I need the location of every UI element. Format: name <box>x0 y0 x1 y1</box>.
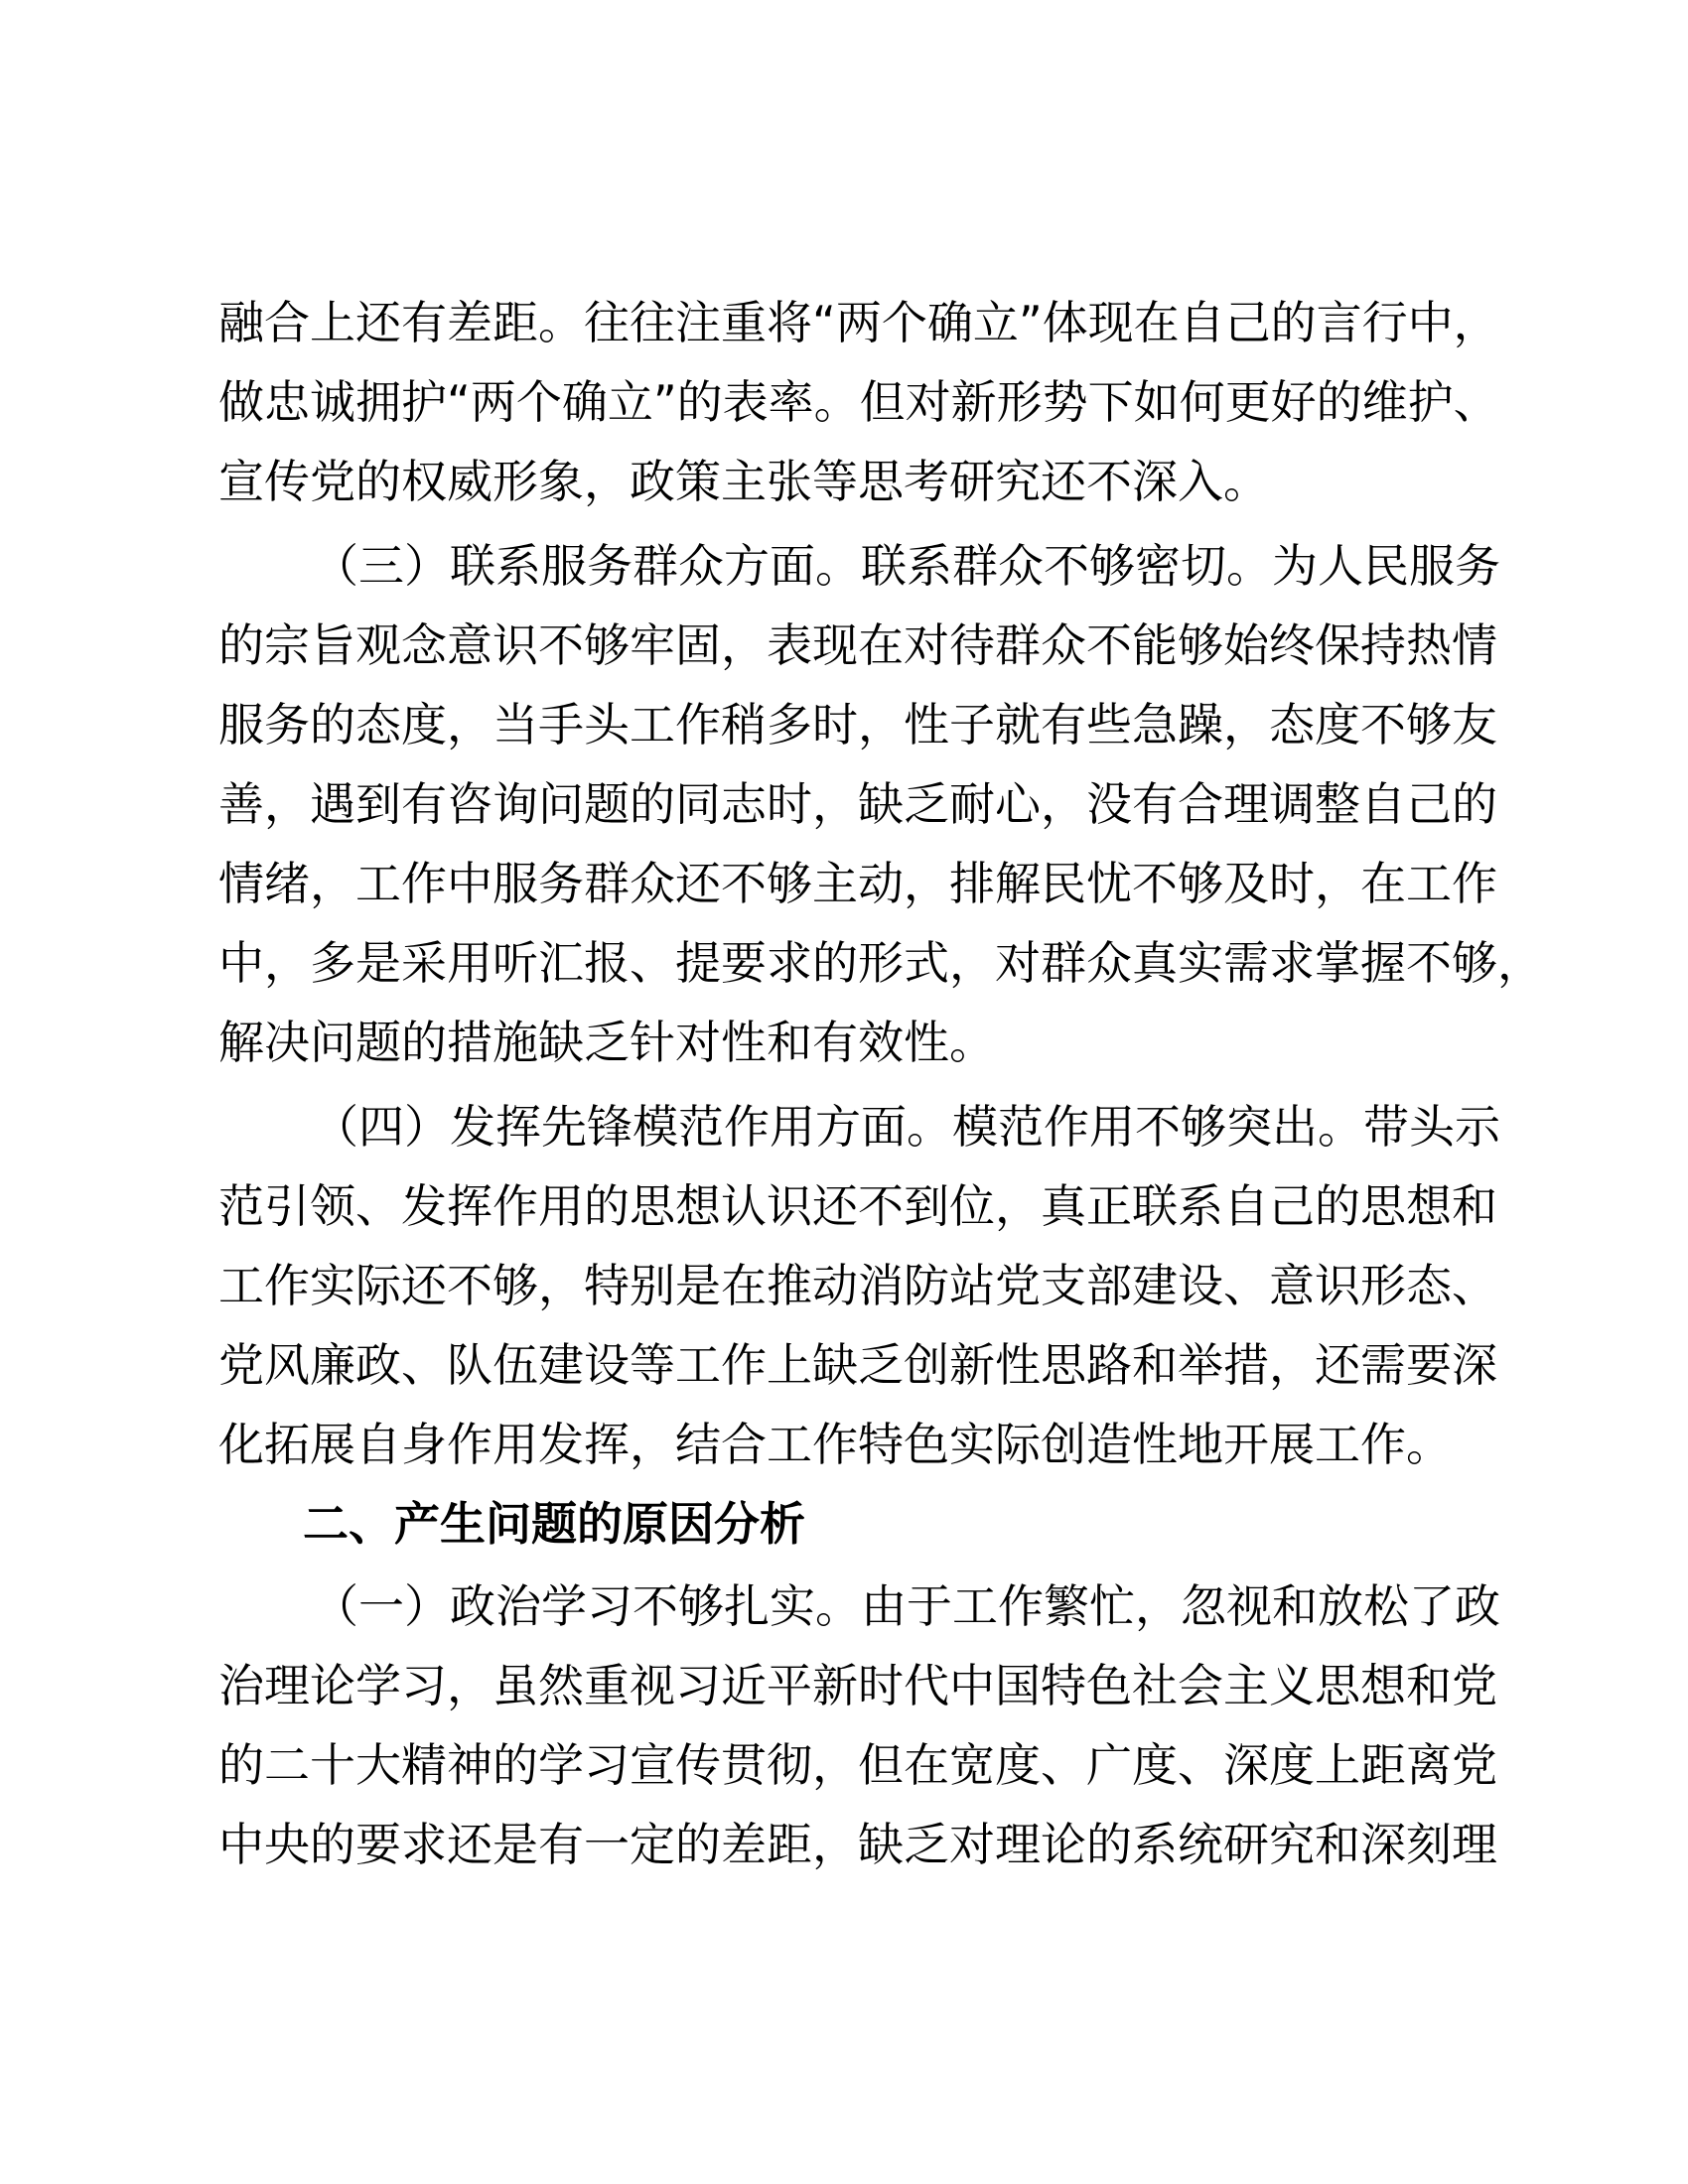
paragraph-start-line: （四）发挥先锋模范作用方面。模范作用不够突出。带头示 <box>313 1100 1500 1154</box>
text-line: 中，多是采用听汇报、提要求的形式，对群众真实需求掌握不够， <box>218 936 1543 990</box>
text-line: 解决问题的措施缺乏针对性和有效性。 <box>218 1016 995 1069</box>
text-line: 宣传党的权威形象，政策主张等思考研究还不深入。 <box>218 455 1269 508</box>
text-line: 党风廉政、队伍建设等工作上缺乏创新性思路和举措，还需要深 <box>218 1338 1497 1392</box>
text-line: 做忠诚拥护“两个确立”的表率。但对新形势下如何更好的维护、 <box>218 375 1499 429</box>
section-heading: 二、产生问题的原因分析 <box>303 1497 805 1551</box>
text-line: 善，遇到有咨询问题的同志时，缺乏耐心，没有合理调整自己的 <box>218 777 1497 831</box>
text-line: 融合上还有差距。往往注重将“两个确立”体现在自己的言行中， <box>218 296 1499 349</box>
paragraph-start-line: （一）政治学习不够扎实。由于工作繁忙，忽视和放松了政 <box>313 1579 1500 1633</box>
text-line: 中央的要求还是有一定的差距，缺乏对理论的系统研究和深刻理 <box>218 1818 1497 1871</box>
paragraph-start-line: （三）联系服务群众方面。联系群众不够密切。为人民服务 <box>313 539 1500 593</box>
text-line: 的宗旨观念意识不够牢固，表现在对待群众不能够始终保持热情 <box>218 618 1497 672</box>
text-line: 情绪，工作中服务群众还不够主动，排解民忧不够及时，在工作 <box>218 857 1497 910</box>
text-line: 的二十大精神的学习宣传贯彻，但在宽度、广度、深度上距离党 <box>218 1738 1497 1792</box>
text-line: 服务的态度，当手头工作稍多时，性子就有些急躁，态度不够友 <box>218 698 1497 751</box>
text-line: 治理论学习，虽然重视习近平新时代中国特色社会主义思想和党 <box>218 1659 1497 1712</box>
text-line: 工作实际还不够，特别是在推动消防站党支部建设、意识形态、 <box>218 1259 1497 1312</box>
text-line: 范引领、发挥作用的思想认识还不到位，真正联系自己的思想和 <box>218 1179 1497 1233</box>
text-line: 化拓展自身作用发挥，结合工作特色实际创造性地开展工作。 <box>218 1418 1452 1471</box>
